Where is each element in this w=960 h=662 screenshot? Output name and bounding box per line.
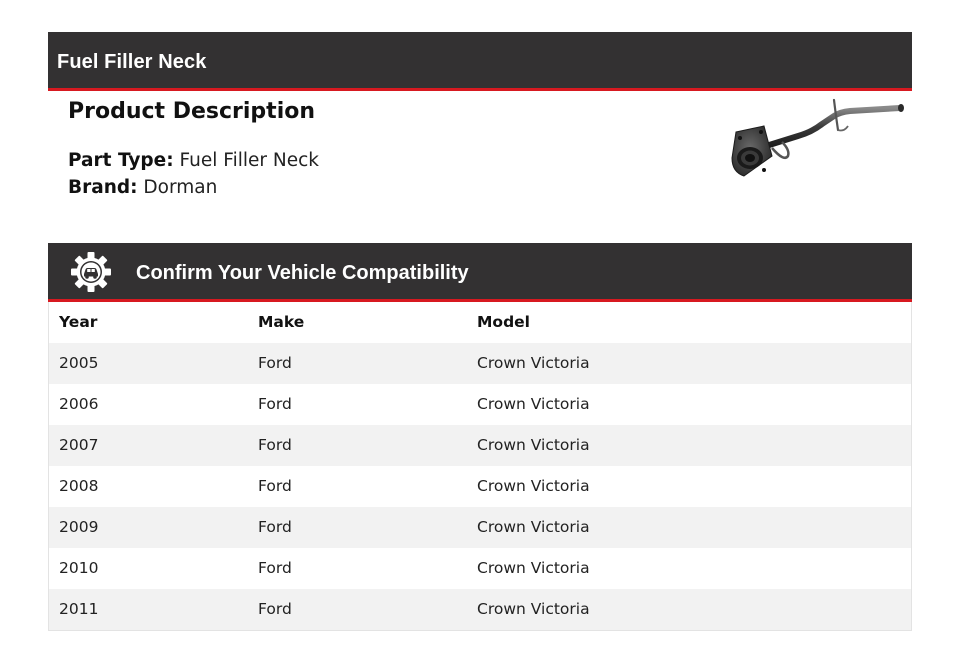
column-header-model: Model	[477, 313, 530, 331]
cell-model: Crown Victoria	[477, 518, 590, 536]
title-bar	[48, 32, 912, 91]
cell-make: Ford	[258, 559, 292, 577]
cell-model: Crown Victoria	[477, 395, 590, 413]
table-row	[49, 548, 911, 589]
cell-year: 2008	[59, 477, 99, 495]
table-row	[49, 589, 911, 630]
product-description	[68, 96, 668, 201]
column-header-make: Make	[258, 313, 305, 331]
cell-make: Ford	[258, 600, 292, 618]
cell-model: Crown Victoria	[477, 354, 590, 372]
cell-year: 2011	[59, 600, 99, 618]
brand-line	[68, 175, 668, 202]
cell-make: Ford	[258, 436, 292, 454]
fuel-filler-neck-photo	[726, 96, 908, 184]
part-type-value: Fuel Filler Neck	[179, 150, 319, 171]
table-row	[49, 507, 911, 548]
part-type-line	[68, 148, 668, 175]
compatibility-table	[48, 302, 912, 631]
part-type-label: Part Type:	[68, 150, 174, 171]
gear-car-icon	[70, 251, 112, 293]
product-info	[68, 148, 668, 201]
cell-model: Crown Victoria	[477, 559, 590, 577]
table-row	[49, 466, 911, 507]
cell-year: 2009	[59, 518, 99, 536]
cell-year: 2005	[59, 354, 99, 372]
cell-model: Crown Victoria	[477, 600, 590, 618]
table-header-row	[49, 302, 911, 343]
compatibility-title: Confirm Your Vehicle Compatibility	[136, 262, 469, 284]
cell-year: 2007	[59, 436, 99, 454]
table-row	[49, 343, 911, 384]
cell-make: Ford	[258, 477, 292, 495]
brand-label: Brand:	[68, 176, 138, 198]
cell-make: Ford	[258, 518, 292, 536]
table-row	[49, 384, 911, 425]
cell-make: Ford	[258, 354, 292, 372]
description-heading: Product Description	[68, 99, 316, 124]
table-row	[49, 425, 911, 466]
brand-value: Dorman	[143, 176, 218, 198]
cell-year: 2010	[59, 559, 99, 577]
column-header-year: Year	[59, 313, 98, 331]
cell-model: Crown Victoria	[477, 436, 590, 454]
cell-year: 2006	[59, 395, 99, 413]
compatibility-header	[48, 243, 912, 302]
cell-model: Crown Victoria	[477, 477, 590, 495]
page-title: Fuel Filler Neck	[57, 51, 207, 73]
cell-make: Ford	[258, 395, 292, 413]
